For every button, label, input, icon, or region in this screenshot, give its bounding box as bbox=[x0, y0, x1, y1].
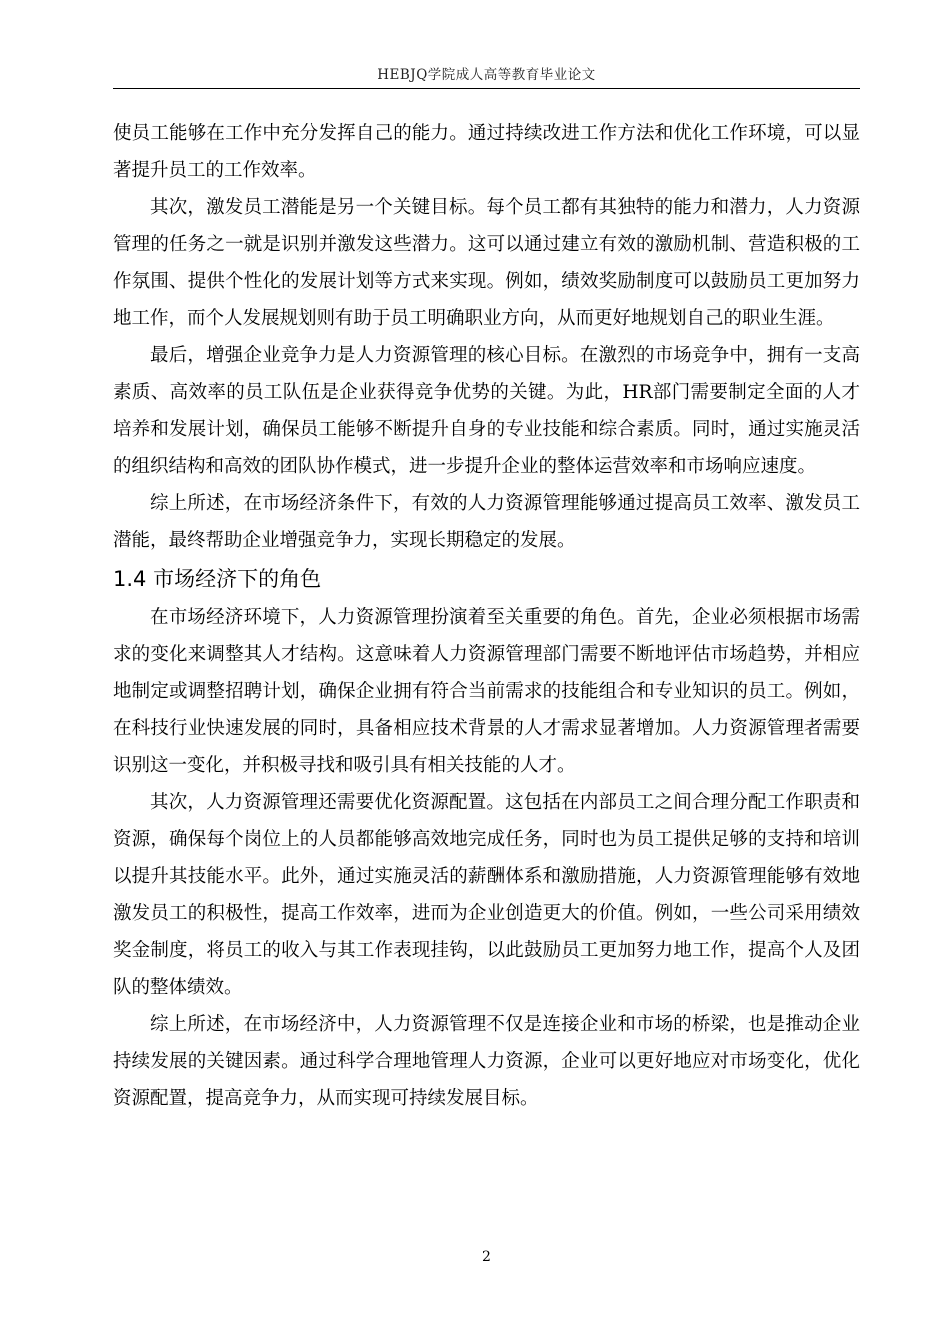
paragraph: 其次，激发员工潜能是另一个关键目标。每个员工都有其独特的能力和潜力，人力资源管理的任务之一就是识别并激发这些潜力。这可以通过建立有效的激励机制、营造积极的工作氛围、提供个性化的发展计划等方式来实现。例如，绩效奖励制度可以鼓励员工更加努力地工作，而个人发展规划则有助于员工明确职业方向，从而更好地规划自己的职业生涯。 bbox=[113, 197, 860, 329]
paragraph: 综上所述，在市场经济条件下，有效的人力资源管理能够通过提高员工效率、激发员工潜能，最终帮助企业增强竞争力，实现长期稳定的发展。 bbox=[113, 493, 860, 551]
paragraph: 在市场经济环境下，人力资源管理扮演着至关重要的角色。首先，企业必须根据市场需求的变化来调整其人才结构。这意味着人力资源管理部门需要不断地评估市场趋势，并相应地制定或调整招聘计划，确保企业拥有符合当前需求的技能组合和专业知识的员工。例如，在科技行业快速发展的同时，具备相应技术背景的人才需求显著增加。人力资源管理者需要识别这一变化，并积极寻找和吸引具有相关技能的人才。 bbox=[113, 607, 860, 776]
paragraph: 其次，人力资源管理还需要优化资源配置。这包括在内部员工之间合理分配工作职责和资源，确保每个岗位上的人员都能够高效地完成任务，同时也为员工提供足够的支持和培训以提升其技能水平。此外，通过实施灵活的薪酬体系和激励措施，人力资源管理能够有效地激发员工的积极性，提高工作效率，进而为企业创造更大的价值。例如，一些公司采用绩效奖金制度，将员工的收入与其工作表现挂钩，以此鼓励员工更加努力地工作，提高个人及团队的整体绩效。 bbox=[113, 792, 860, 998]
section-heading: 1.4 市场经济下的角色 bbox=[113, 567, 322, 591]
body-text bbox=[113, 115, 860, 1117]
running-header: HEBJQ学院成人高等教育毕业论文 bbox=[377, 67, 596, 83]
paragraph: 使员工能够在工作中充分发挥自己的能力。通过持续改进工作方法和优化工作环境，可以显著提升员工的工作效率。 bbox=[113, 123, 860, 181]
header-rule bbox=[113, 88, 860, 89]
paragraph: 综上所述，在市场经济中，人力资源管理不仅是连接企业和市场的桥梁，也是推动企业持续发展的关键因素。通过科学合理地管理人力资源，企业可以更好地应对市场变化，优化资源配置，提高竞争力，从而实现可持续发展目标。 bbox=[113, 1014, 860, 1109]
page-number: 2 bbox=[482, 1249, 491, 1265]
paragraph: 最后，增强企业竞争力是人力资源管理的核心目标。在激烈的市场竞争中，拥有一支高素质、高效率的员工队伍是企业获得竞争优势的关键。为此，HR部门需要制定全面的人才培养和发展计划，确保员工能够不断提升自身的专业技能和综合素质。同时，通过实施灵活的组织结构和高效的团队协作模式，进一步提升企业的整体运营效率和市场响应速度。 bbox=[113, 345, 860, 477]
